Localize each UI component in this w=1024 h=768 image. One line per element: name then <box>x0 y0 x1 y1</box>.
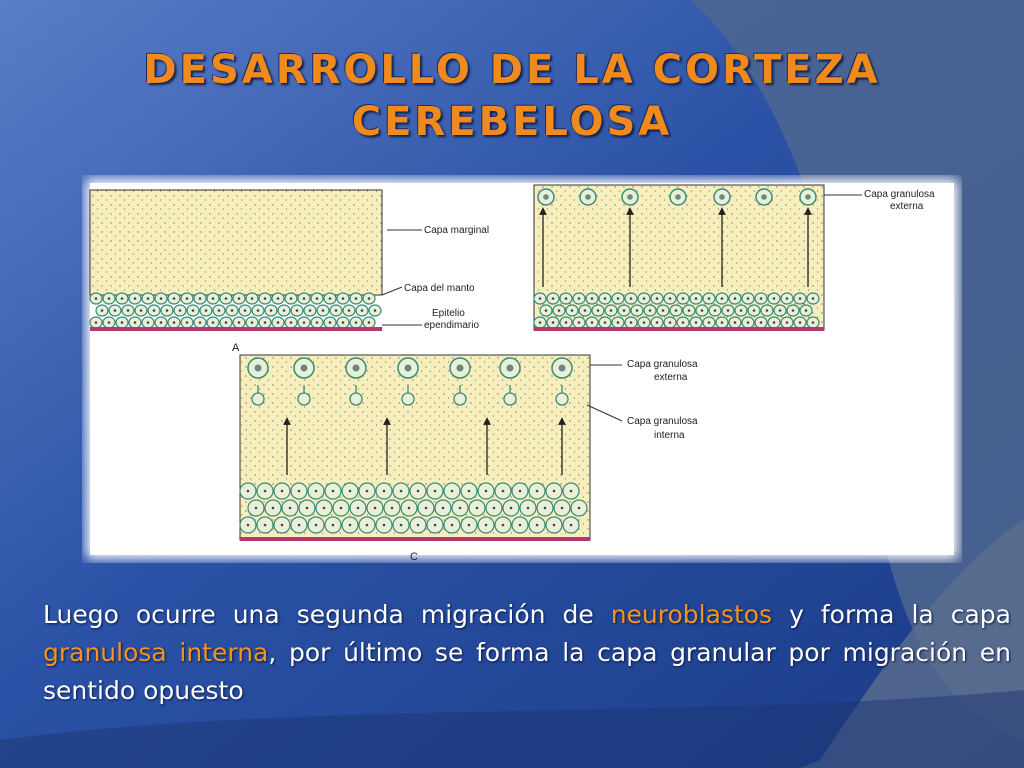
body-text-part-3: , por último se forma la capa granular por migración en sentido opuesto <box>43 638 1011 705</box>
migrating-cell <box>252 393 264 405</box>
cell-nucleus <box>734 297 737 300</box>
cell-nucleus <box>559 365 566 372</box>
migrating-cell <box>556 393 568 405</box>
cell-nucleus <box>747 321 750 324</box>
cell-nucleus <box>708 321 711 324</box>
cell-nucleus <box>688 309 691 312</box>
cell-nucleus <box>721 321 724 324</box>
cell-nucleus <box>212 321 215 324</box>
cell-nucleus <box>485 524 488 527</box>
cell-nucleus <box>335 309 338 312</box>
cell-nucleus <box>340 507 343 510</box>
cell-nucleus <box>315 524 318 527</box>
cell-nucleus <box>442 507 445 510</box>
cell-nucleus <box>662 309 665 312</box>
cell-nucleus <box>238 297 241 300</box>
cell-nucleus <box>459 507 462 510</box>
cell-nucleus <box>101 309 104 312</box>
body-text-part-2: y forma la capa <box>772 600 1011 629</box>
cell-nucleus <box>643 297 646 300</box>
cell-nucleus <box>773 297 776 300</box>
cell-nucleus <box>485 490 488 493</box>
cell-nucleus <box>760 321 763 324</box>
cell-nucleus <box>786 297 789 300</box>
cell-nucleus <box>669 321 672 324</box>
cell-nucleus <box>701 309 704 312</box>
cell-nucleus <box>561 507 564 510</box>
cell-nucleus <box>255 365 262 372</box>
cell-nucleus <box>179 309 182 312</box>
cell-nucleus <box>761 194 767 200</box>
cell-nucleus <box>186 297 189 300</box>
cell-nucleus <box>238 321 241 324</box>
cell-nucleus <box>597 309 600 312</box>
cell-nucleus <box>298 490 301 493</box>
label-b-externa: externa <box>890 201 924 212</box>
cell-nucleus <box>417 524 420 527</box>
migrating-cell <box>402 393 414 405</box>
cell-nucleus <box>218 309 221 312</box>
cell-nucleus <box>368 297 371 300</box>
cell-nucleus <box>95 297 98 300</box>
cell-nucleus <box>507 365 514 372</box>
cell-nucleus <box>451 524 454 527</box>
cell-nucleus <box>812 297 815 300</box>
cell-nucleus <box>682 297 685 300</box>
cell-nucleus <box>342 297 345 300</box>
cell-nucleus <box>558 309 561 312</box>
cell-nucleus <box>747 297 750 300</box>
label-c-externa: externa <box>654 372 688 383</box>
label-ependimario: ependimario <box>424 320 480 331</box>
cell-nucleus <box>570 490 573 493</box>
cell-nucleus <box>636 309 639 312</box>
panel-letter-c: C <box>410 551 418 563</box>
cell-nucleus <box>591 297 594 300</box>
cell-nucleus <box>468 490 471 493</box>
cell-nucleus <box>303 321 306 324</box>
cell-nucleus <box>502 524 505 527</box>
cell-nucleus <box>553 490 556 493</box>
cell-nucleus <box>225 321 228 324</box>
cell-nucleus <box>719 194 725 200</box>
cell-nucleus <box>553 524 556 527</box>
cell-nucleus <box>627 194 633 200</box>
cell-nucleus <box>544 507 547 510</box>
cell-nucleus <box>408 507 411 510</box>
cell-nucleus <box>349 490 352 493</box>
cell-nucleus <box>134 297 137 300</box>
cell-nucleus <box>434 490 437 493</box>
cell-nucleus <box>585 194 591 200</box>
highlight-granulosa-interna: granulosa interna <box>43 638 269 667</box>
cell-nucleus <box>383 524 386 527</box>
cell-nucleus <box>617 321 620 324</box>
cell-nucleus <box>649 309 652 312</box>
cell-nucleus <box>251 321 254 324</box>
cell-nucleus <box>140 309 143 312</box>
label-b-granulosa-externa: Capa granulosa <box>864 189 935 200</box>
cell-nucleus <box>374 507 377 510</box>
cell-nucleus <box>502 490 505 493</box>
cell-nucleus <box>571 309 574 312</box>
cell-nucleus <box>610 309 613 312</box>
cell-nucleus <box>552 297 555 300</box>
cell-nucleus <box>342 321 345 324</box>
cell-nucleus <box>400 490 403 493</box>
cell-nucleus <box>584 309 587 312</box>
cell-nucleus <box>309 309 312 312</box>
cell-nucleus <box>205 309 208 312</box>
cell-nucleus <box>539 321 542 324</box>
cell-nucleus <box>212 297 215 300</box>
cell-nucleus <box>264 490 267 493</box>
cell-nucleus <box>383 490 386 493</box>
cell-nucleus <box>186 321 189 324</box>
cell-nucleus <box>366 524 369 527</box>
migrating-cell <box>350 393 362 405</box>
cell-nucleus <box>231 309 234 312</box>
cell-nucleus <box>434 524 437 527</box>
cell-nucleus <box>160 297 163 300</box>
cell-nucleus <box>173 321 176 324</box>
cell-nucleus <box>493 507 496 510</box>
cell-nucleus <box>451 490 454 493</box>
cell-nucleus <box>247 524 250 527</box>
cell-nucleus <box>281 524 284 527</box>
cell-nucleus <box>355 297 358 300</box>
cell-nucleus <box>277 297 280 300</box>
cell-nucleus <box>552 321 555 324</box>
cell-nucleus <box>536 490 539 493</box>
cell-nucleus <box>578 297 581 300</box>
cell-nucleus <box>753 309 756 312</box>
cell-nucleus <box>121 321 124 324</box>
cell-nucleus <box>604 321 607 324</box>
label-epitelio: Epitelio <box>432 308 465 319</box>
cell-nucleus <box>166 309 169 312</box>
panel-letter-a: A <box>232 342 240 354</box>
cell-nucleus <box>630 321 633 324</box>
cell-nucleus <box>316 321 319 324</box>
cell-nucleus <box>734 321 737 324</box>
cell-nucleus <box>740 309 743 312</box>
cell-nucleus <box>290 297 293 300</box>
migrating-cell <box>454 393 466 405</box>
cell-nucleus <box>329 321 332 324</box>
cell-nucleus <box>405 365 412 372</box>
cell-nucleus <box>244 309 247 312</box>
body-text-part-1: Luego ocurre una segunda migración de <box>43 600 611 629</box>
cell-nucleus <box>298 524 301 527</box>
label-c-granulosa-interna: Capa granulosa <box>627 416 698 427</box>
cell-nucleus <box>604 297 607 300</box>
cell-nucleus <box>283 309 286 312</box>
cell-nucleus <box>591 321 594 324</box>
cell-nucleus <box>545 309 548 312</box>
cell-nucleus <box>349 524 352 527</box>
cell-nucleus <box>760 297 763 300</box>
cell-nucleus <box>192 309 195 312</box>
cell-nucleus <box>290 321 293 324</box>
cell-nucleus <box>127 309 130 312</box>
cell-nucleus <box>322 309 325 312</box>
highlight-neuroblastos: neuroblastos <box>610 600 773 629</box>
slide-title-line-1: DESARROLLO DE LA CORTEZA <box>143 47 881 93</box>
cell-nucleus <box>95 321 98 324</box>
cell-nucleus <box>536 524 539 527</box>
cell-nucleus <box>270 309 273 312</box>
cell-nucleus <box>147 321 150 324</box>
cell-nucleus <box>617 297 620 300</box>
cell-nucleus <box>251 297 254 300</box>
cell-nucleus <box>727 309 730 312</box>
label-capa-marginal: Capa marginal <box>424 225 490 236</box>
cell-nucleus <box>147 297 150 300</box>
cell-nucleus <box>303 297 306 300</box>
cell-nucleus <box>121 297 124 300</box>
cell-nucleus <box>519 490 522 493</box>
label-c-interna: interna <box>654 430 685 441</box>
cell-nucleus <box>675 309 678 312</box>
cell-nucleus <box>578 507 581 510</box>
cell-nucleus <box>766 309 769 312</box>
cell-nucleus <box>805 194 811 200</box>
cell-nucleus <box>656 297 659 300</box>
slide-title-line-2: CEREBELOSA <box>351 99 673 145</box>
cell-nucleus <box>682 321 685 324</box>
slide-body-text <box>43 596 1011 710</box>
cerebellar-cortex-diagram <box>82 175 962 563</box>
cell-nucleus <box>417 490 420 493</box>
cell-nucleus <box>323 507 326 510</box>
cell-nucleus <box>348 309 351 312</box>
cell-nucleus <box>400 524 403 527</box>
cell-nucleus <box>301 365 308 372</box>
cell-nucleus <box>565 321 568 324</box>
cell-nucleus <box>570 524 573 527</box>
cell-nucleus <box>805 309 808 312</box>
cell-nucleus <box>519 524 522 527</box>
cell-nucleus <box>134 321 137 324</box>
cell-nucleus <box>332 490 335 493</box>
cell-nucleus <box>425 507 428 510</box>
cell-nucleus <box>510 507 513 510</box>
cell-nucleus <box>543 194 549 200</box>
cell-nucleus <box>391 507 394 510</box>
cell-nucleus <box>225 297 228 300</box>
cell-nucleus <box>773 321 776 324</box>
cell-nucleus <box>173 297 176 300</box>
cell-nucleus <box>114 309 117 312</box>
cell-nucleus <box>786 321 789 324</box>
cell-nucleus <box>353 365 360 372</box>
cell-nucleus <box>357 507 360 510</box>
cell-nucleus <box>306 507 309 510</box>
cell-nucleus <box>695 297 698 300</box>
cell-nucleus <box>714 309 717 312</box>
cell-nucleus <box>708 297 711 300</box>
cell-nucleus <box>374 309 377 312</box>
cell-nucleus <box>160 321 163 324</box>
cell-nucleus <box>565 297 568 300</box>
cell-nucleus <box>812 321 815 324</box>
cell-nucleus <box>199 321 202 324</box>
cell-nucleus <box>247 490 250 493</box>
cell-nucleus <box>315 490 318 493</box>
cell-nucleus <box>468 524 471 527</box>
cell-nucleus <box>779 309 782 312</box>
cell-nucleus <box>264 297 267 300</box>
cell-nucleus <box>476 507 479 510</box>
cell-nucleus <box>277 321 280 324</box>
cell-nucleus <box>199 297 202 300</box>
cell-nucleus <box>792 309 795 312</box>
label-capa-manto: Capa del manto <box>404 283 475 294</box>
cell-nucleus <box>361 309 364 312</box>
cell-nucleus <box>355 321 358 324</box>
cell-nucleus <box>643 321 646 324</box>
cell-nucleus <box>695 321 698 324</box>
cell-nucleus <box>368 321 371 324</box>
cell-nucleus <box>539 297 542 300</box>
cell-nucleus <box>264 524 267 527</box>
migrating-cell <box>504 393 516 405</box>
cell-nucleus <box>799 297 802 300</box>
cell-nucleus <box>108 297 111 300</box>
cell-nucleus <box>656 321 659 324</box>
cell-nucleus <box>675 194 681 200</box>
cell-nucleus <box>578 321 581 324</box>
cell-nucleus <box>329 297 332 300</box>
migrating-cell <box>298 393 310 405</box>
cell-nucleus <box>721 297 724 300</box>
cell-nucleus <box>153 309 156 312</box>
cell-nucleus <box>457 365 464 372</box>
cell-nucleus <box>630 297 633 300</box>
cell-nucleus <box>108 321 111 324</box>
cell-nucleus <box>272 507 275 510</box>
cell-nucleus <box>623 309 626 312</box>
cell-nucleus <box>281 490 284 493</box>
cell-nucleus <box>799 321 802 324</box>
cell-nucleus <box>332 524 335 527</box>
cell-nucleus <box>289 507 292 510</box>
cell-nucleus <box>366 490 369 493</box>
label-c-granulosa-externa: Capa granulosa <box>627 359 698 370</box>
cell-nucleus <box>316 297 319 300</box>
cell-nucleus <box>527 507 530 510</box>
cell-nucleus <box>264 321 267 324</box>
cell-nucleus <box>255 507 258 510</box>
cell-nucleus <box>257 309 260 312</box>
cell-nucleus <box>669 297 672 300</box>
cell-nucleus <box>296 309 299 312</box>
